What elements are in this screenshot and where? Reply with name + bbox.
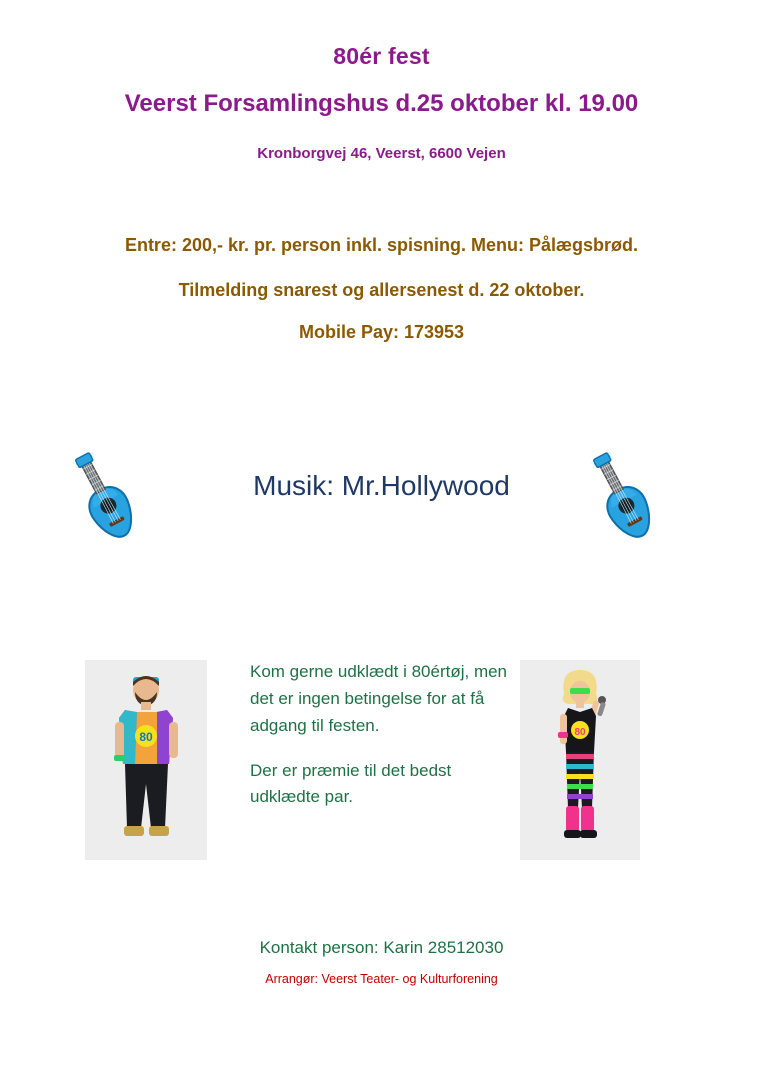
headline-block [0, 44, 763, 162]
music-label: Musik: Mr.Hollywood [253, 470, 510, 501]
costume-instructions [250, 659, 515, 811]
guitar-icon [52, 448, 162, 563]
guitar-icon [570, 448, 680, 563]
mobilepay-line: Mobile Pay: 173953 [298, 322, 465, 343]
svg-text:80: 80 [574, 727, 586, 738]
music-section [0, 440, 763, 570]
woman-in-80s-costume-photo [520, 660, 640, 860]
contact-person-line: Kontakt person: Karin 28512030 [259, 938, 504, 957]
svg-text:80: 80 [139, 730, 153, 744]
event-venue-datetime: Veerst Forsamlingshus d.25 oktober kl. 19.00 [124, 90, 639, 118]
organizer-line: Arrangør: Veerst Teater- og Kulturforening [265, 972, 498, 986]
costume-paragraph-1: Kom gerne udklædt i 80értøj, men det er ingen betingelse for at få adgang til festen. [250, 662, 508, 735]
signup-deadline-line: Tilmelding snarest og allersenest d. 22 oktober. [178, 279, 585, 300]
page-title: 80ér fest [333, 43, 430, 69]
footer-block [0, 938, 763, 986]
venue-address: Kronborgvej 46, Veerst, 6600 Vejen [257, 144, 506, 162]
man-in-80s-costume-photo [85, 660, 207, 860]
info-block [0, 235, 763, 343]
costume-paragraph-2: Der er præmie til det bedst udklædte par. [250, 760, 452, 807]
entry-fee-line: Entre: 200,- kr. pr. person inkl. spisning. Menu: Pålægsbrød. [124, 235, 639, 255]
costume-section [0, 655, 763, 865]
